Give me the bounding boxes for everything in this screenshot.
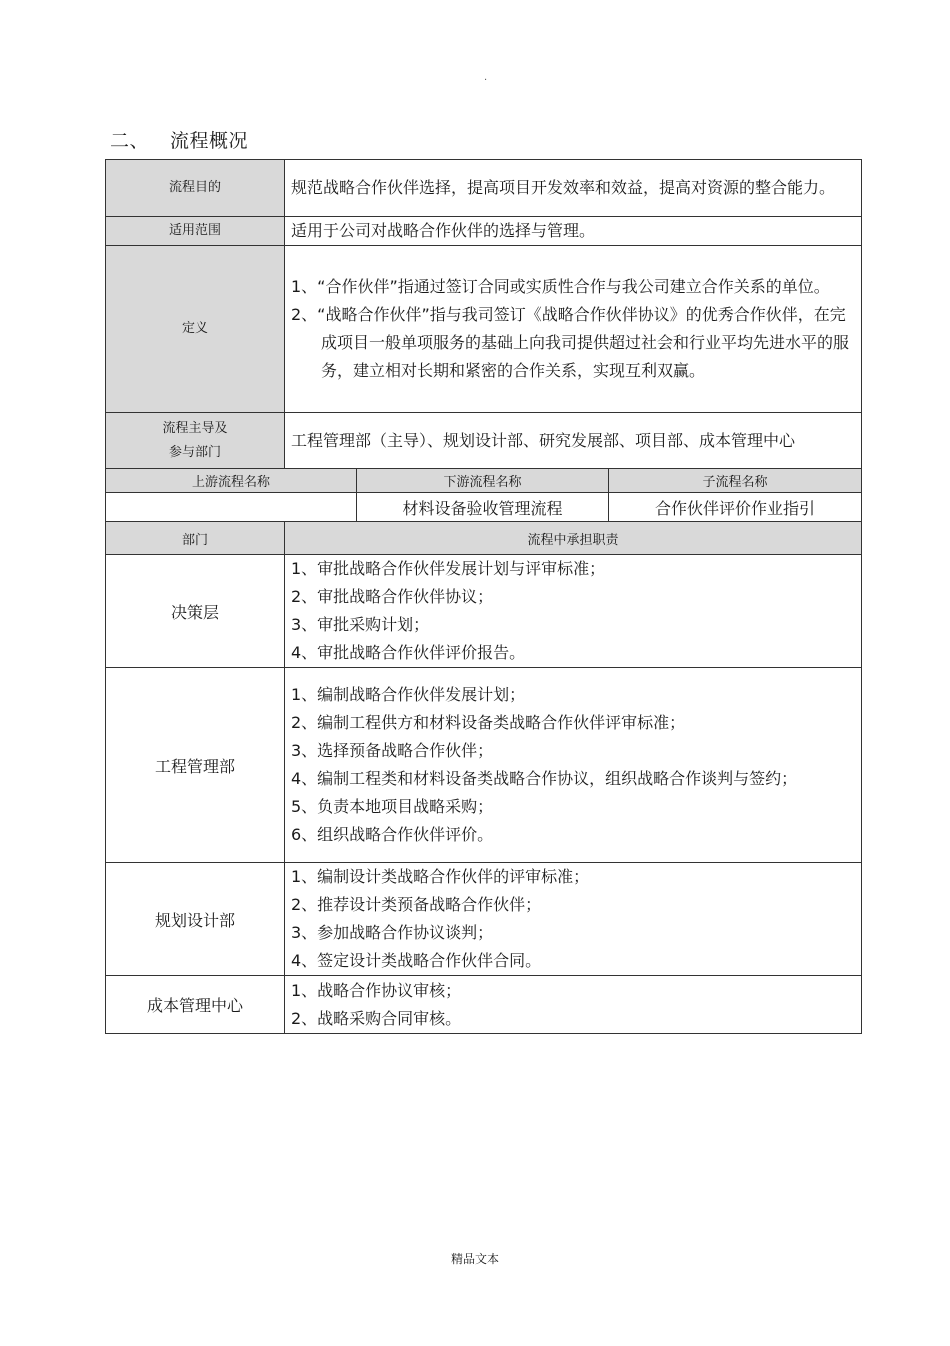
duty-list [285,668,862,863]
section-number: 二、 [110,130,150,152]
process-overview-table [105,159,862,1034]
definition-item: 1、“合作伙伴”指通过签订合同或实质性合作与我公司建立合作关系的单位。 [291,277,830,296]
scope-text: 适用于公司对战略合作伙伴的选择与管理。 [285,217,862,246]
dept-name: 成本管理中心 [106,976,285,1034]
upstream-value [106,493,357,522]
duty-header-row [106,522,862,555]
definition-list [285,246,862,413]
duty-row [106,668,862,863]
duty-item: 1、编制战略合作伙伴发展计划； [291,685,526,704]
duty-row [106,863,862,976]
purpose-label: 流程目的 [106,160,285,217]
downstream-value: 材料设备验收管理流程 [357,493,609,522]
subprocess-value: 合作伙伴评价作业指引 [609,493,862,522]
subprocess-header: 子流程名称 [609,469,862,493]
duty-item: 1、编制设计类战略合作伙伴的评审标准； [291,867,590,886]
related-header-row [106,469,862,493]
duty-item: 3、选择预备战略合作伙伴； [291,741,494,760]
duty-item: 4、编制工程类和材料设备类战略合作协议，组织战略合作谈判与签约； [291,769,798,788]
page-footer: 精品文本 [450,1252,499,1266]
lead-dept-label [106,413,285,469]
duty-row [106,555,862,668]
upstream-header: 上游流程名称 [106,469,357,493]
dept-name: 决策层 [106,555,285,668]
definition-label: 定义 [106,246,285,413]
definition-item: 2、“战略合作伙伴”指与我司签订《战略合作伙伴协议》的优秀合作伙伴，在完成项目一般单项服务的基础上向我司提供超过社会和行业平均先进水平的服务，建立相对长期和紧密的合作关系，实现互利双赢。 [291,305,850,380]
duty-list [285,555,862,668]
dept-header: 部门 [106,522,285,555]
related-value-row [106,493,862,522]
duty-item: 1、审批战略合作伙伴发展计划与评审标准； [291,559,606,578]
definition-row [106,246,862,413]
duty-item: 3、审批采购计划； [291,615,430,634]
duty-item: 4、审批战略合作伙伴评价报告。 [291,643,526,662]
section-title: 流程概况 [170,130,249,152]
scope-row [106,217,862,246]
scope-label: 适用范围 [106,217,285,246]
duty-item: 2、推荐设计类预备战略合作伙伴； [291,895,542,914]
duty-item: 5、负责本地项目战略采购； [291,797,494,816]
duty-item: 2、战略采购合同审核。 [291,1008,462,1028]
purpose-row [106,160,862,217]
duty-item: 2、审批战略合作伙伴协议； [291,587,494,606]
lead-dept-row [106,413,862,469]
duty-list [285,976,862,1034]
downstream-header: 下游流程名称 [357,469,609,493]
lead-dept-label-line2: 参与部门 [168,444,221,460]
header-mark: . [484,72,488,83]
duty-header: 流程中承担职责 [285,522,862,555]
duty-item: 1、战略合作协议审核； [291,980,462,1000]
section-heading [110,126,248,153]
lead-dept-label-line1: 流程主导及 [162,420,228,436]
lead-dept-text: 工程管理部（主导）、规划设计部、研究发展部、项目部、成本管理中心 [285,413,862,469]
dept-name: 工程管理部 [106,668,285,863]
duty-item: 3、参加战略合作协议谈判； [291,923,494,942]
dept-name: 规划设计部 [106,863,285,976]
duty-list [285,863,862,976]
purpose-text: 规范战略合作伙伴选择，提高项目开发效率和效益，提高对资源的整合能力。 [285,160,862,217]
duty-row [106,976,862,1034]
duty-item: 2、编制工程供方和材料设备类战略合作伙伴评审标准； [291,713,686,732]
duty-item: 4、签定设计类战略合作伙伴合同。 [291,951,542,970]
duty-item: 6、组织战略合作伙伴评价。 [291,825,494,844]
